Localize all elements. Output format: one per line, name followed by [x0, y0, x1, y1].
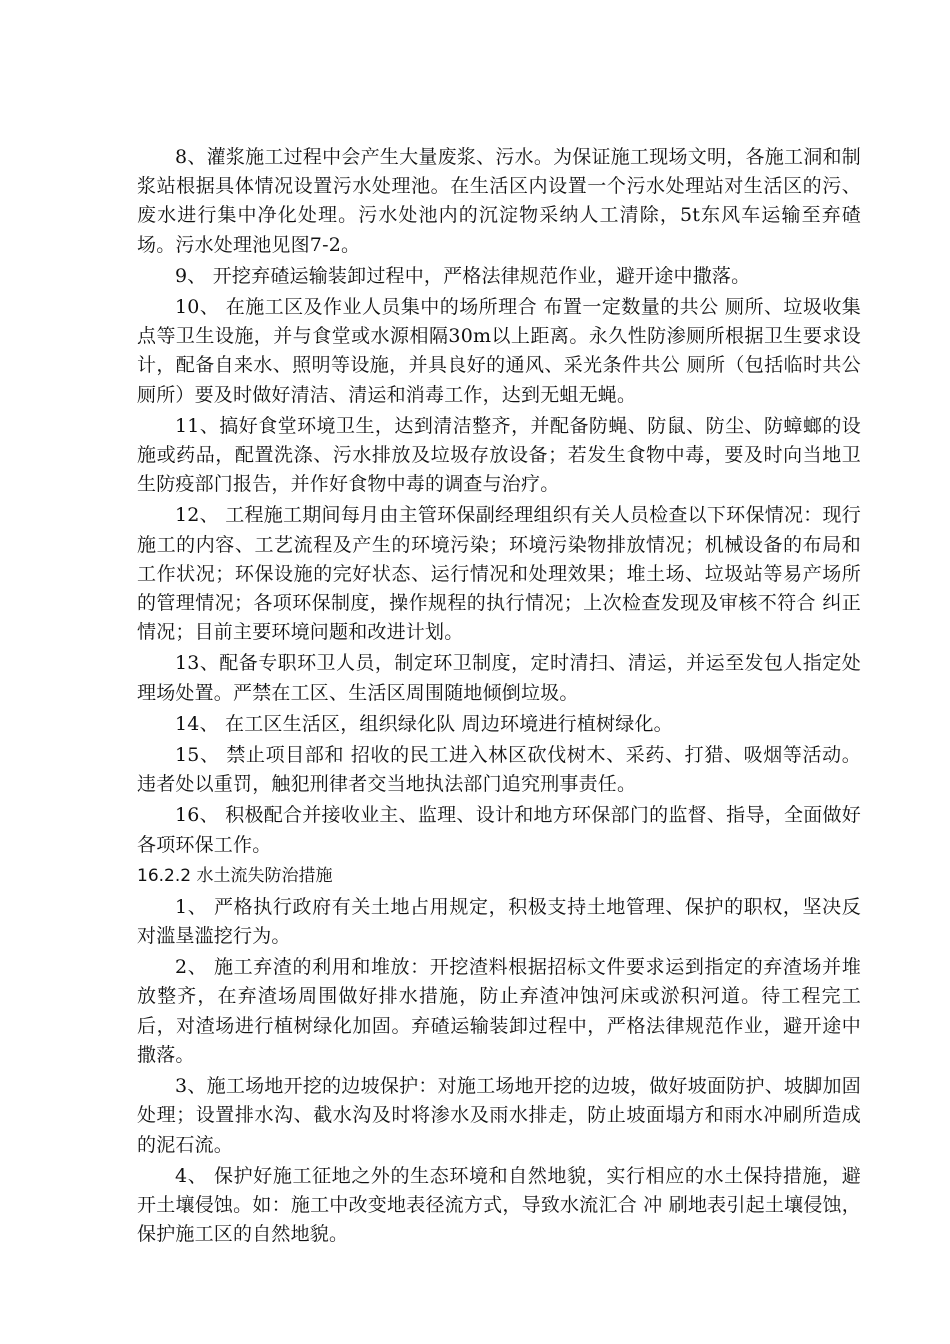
paragraph-soil-4: 4、 保护好施工征地之外的生态环境和自然地貌，实行相应的水土保持措施，避开土壤侵蚀。如：施工中改变地表径流方式，导致水流汇合 冲 刷地表引起土壤侵蚀，保护施工区的自然地貌。: [137, 1164, 861, 1246]
paragraph-14: 14、 在工区生活区，组织绿化队 周边环境进行植树绿化。: [175, 712, 673, 735]
paragraph-soil-3: 3、施工场地开挖的边坡保护：对施工场地开挖的边坡，做好坡面防护、坡脚加固处理；设置排水沟、截水沟及时将渗水及雨水排走，防止坡面塌方和雨水冲刷所造成的泥石流。: [137, 1075, 861, 1156]
paragraph-soil-1: 1、 严格执行政府有关土地占用规定，积极支持土地管理、保护的职权，坚决反对滥垦滥挖行为。: [137, 895, 861, 948]
paragraph-11: 11、搞好食堂环境卫生，达到清洁整齐，并配备防蝇、防鼠、防尘、防蟑螂的设施或药品，配置洗涤、污水排放及垃圾存放设备；若发生食物中毒，要及时向当地卫生防疫部门报告，并作好食物中毒的调查与治疗。: [137, 414, 861, 496]
paragraph-9: 9、 开挖弃碴运输装卸过程中，严格法律规范作业，避开途中撒落。: [175, 264, 751, 287]
paragraph-10: 10、 在施工区及作业人员集中的场所理合 布置一定数量的共公 厕所、垃圾收集点等卫生设施，并与食堂或水源相隔30m以上距离。永久性防渗厕所根据卫生要求设计，配备自来水、照明等设施，并具良好的通风、采光条件共公 厕所（包括临时共公 厕所）要及时做好清洁、清运和消毒工作，达到无蛆无蝇。: [137, 296, 861, 406]
paragraph-8: 8、灌浆施工过程中会产生大量废浆、污水。为保证施工现场文明，各施工洞和制浆站根据具体情况设置污水处理池。在生活区内设置一个污水处理站对生活区的污、废水进行集中净化处理。污水处池内的沉淀物采纳人工清除，5t东风车运输至弃碴场。污水处理池见图7-2。: [137, 146, 861, 256]
paragraph-13: 13、配备专职环卫人员，制定环卫制度，定时清扫、清运，并运至发包人指定处理场处置。严禁在工区、生活区周围随地倾倒垃圾。: [137, 652, 861, 704]
paragraph-16: 16、 积极配合并接收业主、监理、设计和地方环保部门的监督、指导，全面做好各项环保工作。: [137, 804, 861, 856]
paragraph-12: 12、 工程施工期间每月由主管环保副经理组织有关人员检查以下环保情况：现行施工的内容、工艺流程及产生的环境污染；环境污染物排放情况；机械设备的布局和工作状况；环保设施的完好状态、运行情况和处理效果；堆土场、垃圾站等易产场所的管理情况；各项环保制度，操作规程的执行情况；上次检查发现及审核不符合 纠正情况；目前主要环境问题和改进计划。: [137, 504, 861, 644]
paragraph-15: 15、 禁止项目部和 招收的民工进入林区砍伐树木、采药、打猎、吸烟等活动。违者处以重罚，触犯刑律者交当地执法部门追究刑事责任。: [137, 744, 861, 796]
section-heading: 16.2.2 水土流失防治措施: [137, 865, 333, 886]
paragraph-soil-2: 2、 施工弃渣的利用和堆放：开挖渣料根据招标文件要求运到指定的弃渣场并堆放整齐，在弃渣场周围做好排水措施，防止弃渣冲蚀河床或淤积河道。待工程完工后，对渣场进行植树绿化加固。弃碴运输装卸过程中，严格法律规范作业，避开途中撒落。: [137, 956, 861, 1066]
document-page: [137, 143, 861, 1251]
